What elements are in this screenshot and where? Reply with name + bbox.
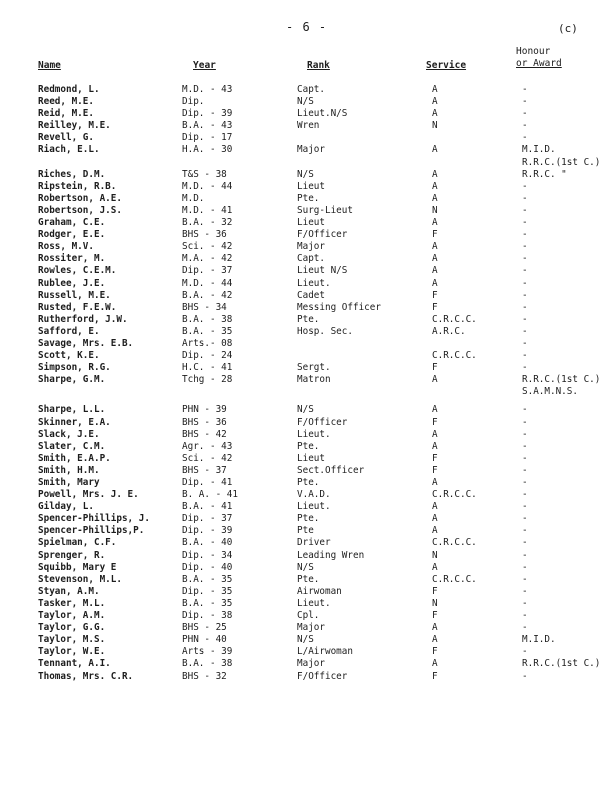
rank-cell: Driver	[297, 537, 331, 549]
service-cell: A	[432, 561, 438, 573]
rank-header: Rank	[307, 60, 330, 71]
honour-cell: R.R.C.(1st C.)	[522, 374, 601, 386]
year-cell: Sci. - 42	[182, 241, 233, 253]
roster-row	[0, 477, 612, 489]
honour-cell: -	[522, 501, 528, 513]
honour-cell: -	[522, 404, 528, 416]
name-cell: Slater, C.M.	[38, 440, 106, 452]
service-cell: C.R.C.C.	[432, 537, 477, 549]
name-cell: Sharpe, L.L.	[38, 404, 106, 416]
name-cell: Riches, D.M.	[38, 168, 106, 180]
roster-row	[0, 374, 612, 386]
honour-cell: -	[522, 108, 528, 120]
service-cell: F	[432, 646, 438, 658]
roster-row	[0, 622, 612, 634]
name-cell: Rusted, F.E.W.	[38, 301, 117, 313]
honour-cell: -	[522, 362, 528, 374]
name-cell: Spencer-Phillips,P.	[38, 525, 145, 537]
roster-row	[0, 453, 612, 465]
year-cell: M.D. - 41	[182, 204, 233, 216]
rank-cell: Major	[297, 144, 325, 156]
roster-row	[0, 513, 612, 525]
year-header: Year	[193, 60, 216, 71]
year-cell: H.A. - 30	[182, 144, 233, 156]
honour-cell: -	[522, 477, 528, 488]
rank-cell: Pte.	[297, 477, 320, 488]
roster-row	[0, 634, 612, 646]
name-cell: Redmond, L.	[38, 84, 100, 95]
year-cell: M.D. - 43	[182, 84, 233, 95]
year-cell: B.A. - 35	[182, 597, 233, 609]
rank-cell: Lieut	[297, 452, 325, 464]
name-cell: Smith, E.A.P.	[38, 452, 111, 464]
service-cell: A	[432, 192, 438, 204]
rank-cell: Lieut.	[297, 277, 331, 289]
name-cell: Stevenson, M.L.	[38, 573, 122, 585]
service-cell: N	[432, 120, 438, 132]
year-cell: Dip. - 34	[182, 549, 233, 561]
service-cell: C.R.C.C.	[432, 313, 477, 325]
year-cell: T&S - 38	[182, 168, 227, 180]
roster-row	[0, 646, 612, 658]
roster-row	[0, 501, 612, 513]
rank-cell: N/S	[297, 96, 314, 108]
roster-row	[0, 562, 612, 574]
name-cell: Smith, Mary	[38, 477, 100, 488]
honour-cell: -	[522, 646, 528, 658]
year-cell: PHN - 40	[182, 634, 227, 646]
service-cell: A	[432, 404, 438, 416]
honour-cell: -	[522, 241, 528, 253]
rank-cell: Major	[297, 241, 325, 253]
year-cell: Dip. - 39	[182, 108, 233, 120]
year-cell: B.A. - 42	[182, 289, 233, 301]
honour-cell: -	[522, 277, 528, 289]
roster-row	[0, 586, 612, 598]
service-cell: A.R.C.	[432, 325, 466, 337]
roster-row	[0, 350, 612, 362]
rank-cell: Lieut.	[297, 597, 331, 609]
rank-cell: F/Officer	[297, 670, 348, 682]
year-cell: Arts.- 08	[182, 337, 233, 349]
name-cell: Revell, G.	[38, 132, 94, 144]
year-cell: Dip. - 24	[182, 350, 233, 362]
honour-cell: -	[522, 96, 528, 108]
service-cell: A	[432, 180, 438, 192]
rank-cell: Lieut.	[297, 428, 331, 440]
honour-cell: -	[522, 525, 528, 537]
service-cell: A	[432, 241, 438, 253]
honour-cell: -	[522, 84, 528, 95]
honour-header-line1: Honour	[516, 46, 551, 57]
rank-cell: L/Airwoman	[297, 646, 353, 658]
rank-cell: Pte	[297, 525, 314, 537]
name-cell: Gilday, L.	[38, 501, 94, 513]
name-cell: Savage, Mrs. E.B.	[38, 337, 134, 349]
year-cell: B.A. - 35	[182, 573, 233, 585]
service-cell: C.R.C.C.	[432, 573, 477, 585]
honour-cell: -	[522, 350, 528, 362]
roster-row	[0, 241, 612, 253]
honour-cell: -	[522, 670, 528, 682]
honour-header-line2: or Award	[516, 58, 562, 69]
service-cell: F	[432, 229, 438, 241]
rank-cell: V.A.D.	[297, 489, 331, 501]
name-cell: Reilley, M.E.	[38, 120, 111, 132]
roster-row	[0, 574, 612, 586]
service-cell: F	[432, 301, 438, 313]
honour-cell: -	[522, 217, 528, 229]
year-cell: PHN - 39	[182, 404, 227, 416]
rank-cell: Surg-Lieut	[297, 204, 353, 216]
service-cell: A	[432, 634, 438, 646]
roster-row	[0, 193, 612, 205]
honour-cell: -	[522, 464, 528, 476]
service-cell: F	[432, 289, 438, 301]
roster-row	[0, 302, 612, 314]
honour-cell: R.R.C. "	[522, 168, 567, 180]
roster-row	[0, 550, 612, 562]
name-cell: Graham, C.E.	[38, 217, 106, 229]
honour-cell: -	[522, 489, 528, 501]
roster-row	[0, 157, 612, 169]
page-mark: (c)	[558, 22, 578, 35]
year-cell: Arts - 39	[182, 646, 233, 658]
rank-cell: Cadet	[297, 289, 325, 301]
rank-cell: Pte.	[297, 440, 320, 452]
roster-row	[0, 417, 612, 429]
name-cell: Rodger, E.E.	[38, 229, 106, 241]
name-cell: Robertson, A.E.	[38, 192, 122, 204]
year-cell: BHS - 36	[182, 229, 227, 241]
year-cell: H.C. - 41	[182, 362, 233, 374]
service-cell: A	[432, 374, 438, 386]
roster-row	[0, 96, 612, 108]
rank-cell: Pte.	[297, 573, 320, 585]
roster-row	[0, 429, 612, 441]
service-cell: C.R.C.C.	[432, 350, 477, 362]
name-cell: Slack, J.E.	[38, 428, 100, 440]
service-header: Service	[426, 60, 467, 71]
service-cell: A	[432, 525, 438, 537]
year-cell: Dip. - 38	[182, 610, 233, 622]
name-cell: Scott, K.E.	[38, 350, 100, 362]
name-cell: Tennant, A.I.	[38, 658, 111, 670]
honour-cell: -	[522, 192, 528, 204]
service-cell: A	[432, 501, 438, 513]
roster-row	[0, 404, 612, 416]
honour-header	[516, 46, 562, 70]
honour-cell: -	[522, 513, 528, 525]
service-cell: A	[432, 96, 438, 108]
honour-cell: -	[522, 585, 528, 597]
rank-cell: N/S	[297, 168, 314, 180]
honour-cell: -	[522, 561, 528, 573]
service-cell: A	[432, 144, 438, 156]
service-cell: N	[432, 549, 438, 561]
service-cell: F	[432, 585, 438, 597]
rank-cell: Pte.	[297, 313, 320, 325]
service-cell: A	[432, 253, 438, 265]
year-cell: Dip. - 41	[182, 477, 233, 488]
honour-cell: -	[522, 265, 528, 277]
rank-cell: Hosp. Sec.	[297, 325, 353, 337]
rank-cell: Sergt.	[297, 362, 331, 374]
name-cell: Russell, M.E.	[38, 289, 111, 301]
roster-row	[0, 229, 612, 241]
service-cell: A	[432, 108, 438, 120]
year-cell: B.A. - 38	[182, 313, 233, 325]
honour-cell: -	[522, 537, 528, 549]
year-cell: Dip. - 40	[182, 561, 233, 573]
year-cell: M.D. - 44	[182, 277, 233, 289]
name-cell: Taylor, W.E.	[38, 646, 106, 658]
honour-cell: -	[522, 597, 528, 609]
service-cell: N	[432, 204, 438, 216]
honour-cell: M.I.D.	[522, 144, 556, 156]
honour-cell: S.A.M.N.S.	[522, 386, 578, 398]
honour-cell: -	[522, 440, 528, 452]
name-cell: Rublee, J.E.	[38, 277, 106, 289]
year-cell: Dip. - 39	[182, 525, 233, 537]
year-cell: M.D. - 44	[182, 180, 233, 192]
rank-cell: Lieut N/S	[297, 265, 348, 277]
year-cell: Dip. - 37	[182, 513, 233, 525]
roster-row	[0, 314, 612, 326]
roster-row	[0, 537, 612, 549]
year-cell: BHS - 42	[182, 428, 227, 440]
year-cell: BHS - 37	[182, 464, 227, 476]
service-cell: A	[432, 84, 438, 95]
service-cell: F	[432, 416, 438, 428]
year-cell: Dip. - 35	[182, 585, 233, 597]
honour-cell: -	[522, 428, 528, 440]
service-cell: F	[432, 362, 438, 374]
name-cell: Reed, M.E.	[38, 96, 94, 108]
honour-cell: -	[522, 416, 528, 428]
honour-cell: -	[522, 610, 528, 622]
roster-row	[0, 441, 612, 453]
honour-cell: R.R.C.(1st C.)	[522, 156, 601, 168]
name-cell: Sharpe, G.M.	[38, 374, 106, 386]
service-cell: A	[432, 658, 438, 670]
roster-row	[0, 265, 612, 277]
year-cell: B.A. - 41	[182, 501, 233, 513]
name-cell: Simpson, R.G.	[38, 362, 111, 374]
service-cell: F	[432, 610, 438, 622]
year-cell: B.A. - 43	[182, 120, 233, 132]
honour-cell: -	[522, 573, 528, 585]
year-cell: Dip. - 17	[182, 132, 233, 144]
roster-row	[0, 205, 612, 217]
name-cell: Sprenger, R.	[38, 549, 106, 561]
name-cell: Reid, M.E.	[38, 108, 94, 120]
rank-cell: Cpl.	[297, 610, 320, 622]
service-cell: A	[432, 477, 438, 488]
year-cell: B.A. - 40	[182, 537, 233, 549]
roster-row	[0, 525, 612, 537]
honour-cell: -	[522, 549, 528, 561]
service-cell: A	[432, 428, 438, 440]
honour-cell: -	[522, 229, 528, 241]
rank-cell: Pte.	[297, 192, 320, 204]
year-cell: B.A. - 32	[182, 217, 233, 229]
roster-row	[0, 671, 612, 683]
year-cell: Agr. - 43	[182, 440, 233, 452]
rank-cell: Airwoman	[297, 585, 342, 597]
roster-row	[0, 489, 612, 501]
year-cell: BHS - 36	[182, 416, 227, 428]
rank-cell: N/S	[297, 404, 314, 416]
rank-cell: Major	[297, 658, 325, 670]
honour-cell: -	[522, 289, 528, 301]
year-cell: B. A. - 41	[182, 489, 238, 501]
roster-row	[0, 169, 612, 181]
honour-cell: -	[522, 622, 528, 634]
honour-cell: -	[522, 325, 528, 337]
name-cell: Taylor, G.G.	[38, 622, 106, 634]
roster-row	[0, 217, 612, 229]
name-cell: Rossiter, M.	[38, 253, 106, 265]
honour-cell: -	[522, 132, 528, 144]
roster-row	[0, 278, 612, 290]
rank-cell: F/Officer	[297, 416, 348, 428]
roster-row	[0, 181, 612, 193]
rank-cell: Major	[297, 622, 325, 634]
year-cell: Dip.	[182, 96, 205, 108]
service-cell: C.R.C.C.	[432, 489, 477, 501]
year-cell: M.D.	[182, 192, 205, 204]
year-cell: Tchg - 28	[182, 374, 233, 386]
honour-cell: -	[522, 452, 528, 464]
rank-cell: F/Officer	[297, 229, 348, 241]
rank-cell: N/S	[297, 561, 314, 573]
service-cell: N	[432, 597, 438, 609]
service-cell: F	[432, 464, 438, 476]
honour-cell: -	[522, 253, 528, 265]
year-cell: M.A. - 42	[182, 253, 233, 265]
year-cell: BHS - 32	[182, 670, 227, 682]
name-cell: Rowles, C.E.M.	[38, 265, 117, 277]
name-cell: Spencer-Phillips, J.	[38, 513, 150, 525]
service-cell: A	[432, 277, 438, 289]
roster-row	[0, 610, 612, 622]
service-cell: A	[432, 513, 438, 525]
name-cell: Taylor, A.M.	[38, 610, 106, 622]
rank-cell: Lieut.	[297, 501, 331, 513]
roster-row	[0, 84, 612, 96]
rank-cell: Capt.	[297, 253, 325, 265]
roster-row	[0, 120, 612, 132]
rank-cell: Sect.Officer	[297, 464, 365, 476]
year-cell: BHS - 34	[182, 301, 227, 313]
rank-cell: Pte.	[297, 513, 320, 525]
year-cell: BHS - 25	[182, 622, 227, 634]
honour-cell: M.I.D.	[522, 634, 556, 646]
name-cell: Smith, H.M.	[38, 464, 100, 476]
name-cell: Rutherford, J.W.	[38, 313, 128, 325]
service-cell: F	[432, 452, 438, 464]
rank-cell: Lieut	[297, 180, 325, 192]
roster-row	[0, 386, 612, 398]
honour-cell: R.R.C.(1st C.)	[522, 658, 601, 670]
roster-row	[0, 338, 612, 350]
name-header: Name	[38, 60, 61, 71]
roster-row	[0, 326, 612, 338]
honour-cell: -	[522, 120, 528, 132]
name-cell: Tasker, M.L.	[38, 597, 106, 609]
honour-cell: -	[522, 301, 528, 313]
rank-cell: N/S	[297, 634, 314, 646]
honour-cell: -	[522, 313, 528, 325]
honour-cell: -	[522, 204, 528, 216]
rank-cell: Leading Wren	[297, 549, 365, 561]
year-cell: B.A. - 35	[182, 325, 233, 337]
honour-cell: -	[522, 337, 528, 349]
name-cell: Spielman, C.F.	[38, 537, 117, 549]
name-cell: Safford, E.	[38, 325, 100, 337]
name-cell: Robertson, J.S.	[38, 204, 122, 216]
name-cell: Riach, E.L.	[38, 144, 100, 156]
roster-row	[0, 290, 612, 302]
roster-list	[0, 84, 612, 683]
rank-cell: Messing Officer	[297, 301, 381, 313]
name-cell: Thomas, Mrs. C.R.	[38, 670, 134, 682]
rank-cell: Lieut.N/S	[297, 108, 348, 120]
name-cell: Skinner, E.A.	[38, 416, 111, 428]
roster-row	[0, 144, 612, 156]
name-cell: Styan, A.M.	[38, 585, 100, 597]
roster-row	[0, 108, 612, 120]
name-cell: Powell, Mrs. J. E.	[38, 489, 139, 501]
roster-row	[0, 132, 612, 144]
service-cell: A	[432, 265, 438, 277]
rank-cell: Matron	[297, 374, 331, 386]
roster-row	[0, 598, 612, 610]
name-cell: Ross, M.V.	[38, 241, 94, 253]
roster-row	[0, 658, 612, 670]
roster-row	[0, 362, 612, 374]
name-cell: Ripstein, R.B.	[38, 180, 117, 192]
roster-row	[0, 465, 612, 477]
name-cell: Taylor, M.S.	[38, 634, 106, 646]
name-cell: Squibb, Mary E	[38, 561, 117, 573]
service-cell: A	[432, 217, 438, 229]
rank-cell: Capt.	[297, 84, 325, 95]
service-cell: A	[432, 622, 438, 634]
service-cell: A	[432, 440, 438, 452]
rank-cell: Wren	[297, 120, 320, 132]
year-cell: Sci. - 42	[182, 452, 233, 464]
service-cell: A	[432, 168, 438, 180]
rank-cell: Lieut	[297, 217, 325, 229]
year-cell: Dip. - 37	[182, 265, 233, 277]
service-cell: F	[432, 670, 438, 682]
honour-cell: -	[522, 180, 528, 192]
page-number: - 6 -	[286, 20, 328, 34]
roster-row	[0, 253, 612, 265]
year-cell: B.A. - 38	[182, 658, 233, 670]
